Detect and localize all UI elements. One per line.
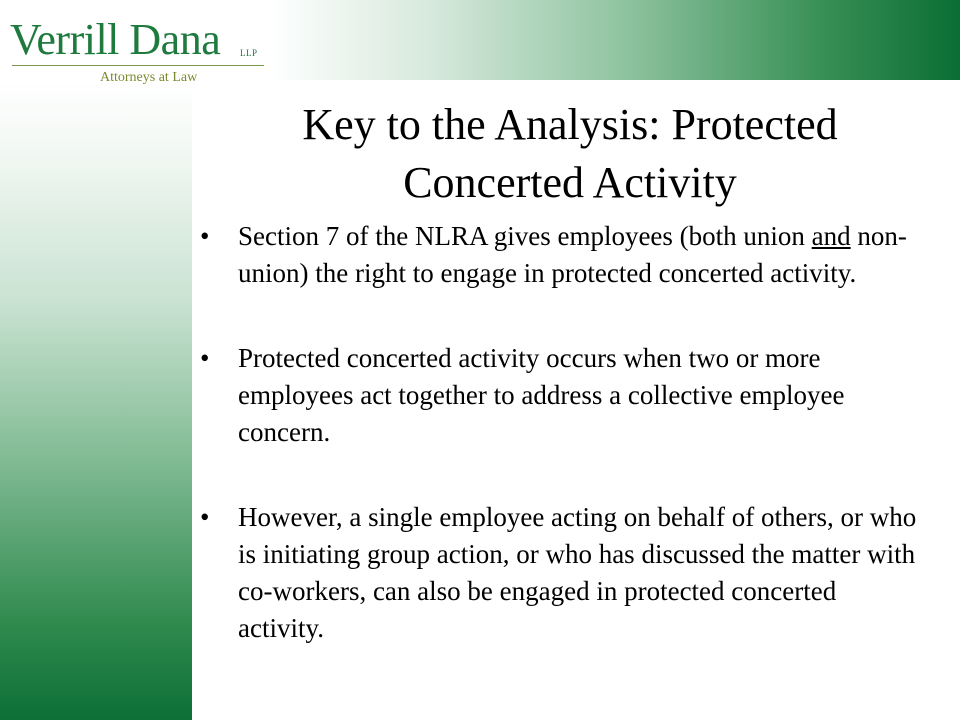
bullet-marker: • bbox=[200, 502, 210, 532]
bullet-underlined-word: and bbox=[811, 221, 851, 251]
bullet-item-section-7 bbox=[200, 218, 920, 292]
bullet-list bbox=[200, 218, 920, 695]
bullet-text-part: non-union) the right to engage in protected concerted activity. bbox=[238, 221, 907, 288]
bullet-marker: • bbox=[200, 221, 210, 251]
slide-title bbox=[220, 96, 920, 212]
logo-suffix: LLP bbox=[240, 48, 258, 58]
bullet-text: However, a single employee acting on behalf of others, or who is initiating group action, or who has discussed the matter with co-workers, can also be engaged in protected concerted activity. bbox=[238, 502, 917, 643]
firm-logo bbox=[8, 15, 268, 90]
bullet-text: Protected concerted activity occurs when two or more employees act together to address a collective employee concern. bbox=[238, 343, 845, 447]
bullet-item-definition bbox=[200, 340, 920, 451]
slide-title-line-2: Concerted Activity bbox=[403, 158, 737, 207]
logo-tagline: Attorneys at Law bbox=[100, 70, 198, 85]
logo-divider bbox=[12, 65, 264, 66]
logo-name: Verrill Dana bbox=[10, 15, 221, 64]
left-gradient-band bbox=[0, 80, 192, 720]
bullet-marker: • bbox=[200, 343, 210, 373]
bullet-text-part: Section 7 of the NLRA gives employees (both union bbox=[238, 221, 812, 251]
slide-title-line-1: Key to the Analysis: Protected bbox=[302, 100, 838, 149]
bullet-item-single-employee bbox=[200, 499, 920, 647]
